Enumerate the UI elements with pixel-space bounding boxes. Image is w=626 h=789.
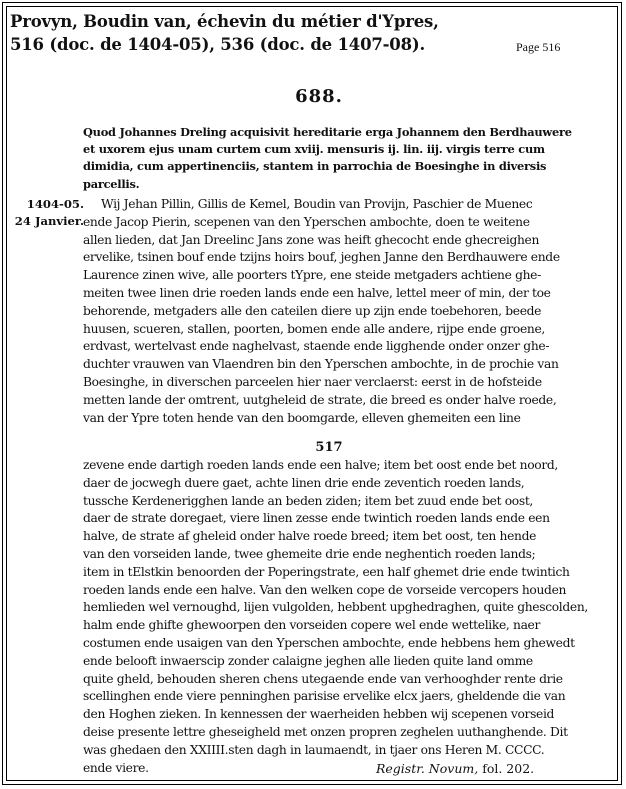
body-line: Laurence zinen wive, alle poorters tYpre, ene steide metgaders achtiene ghe- (83, 268, 541, 283)
reference-folio: fol. 202. (482, 761, 535, 776)
body-line: costumen ende usaigen van den Yperschen ambochte, ende hebbens hem ghewedt (83, 635, 575, 650)
body-line: meiten twee linen drie roeden lands ende een halve, lettel meer of min, der toe (83, 285, 551, 300)
body-line: daer de jocwegh duere gaet, achte linen drie ende zeventich roeden lands, (83, 475, 525, 490)
body-line: erdvast, wertelvast ende naghelvast, staende ende ligghende onder onzer ghe- (83, 339, 550, 354)
body-line: roeden lands ende een halve. Van den welken cope de vorseide vercopers houden (83, 582, 567, 597)
body-line: van den vorseiden lande, twee ghemeite drie ende neghentich roeden lands; (83, 546, 536, 561)
body-line: item in tElstkin benoorden der Poperingstrate, een half ghemet drie ende twintich (83, 564, 570, 579)
index-entry-line-1: Provyn, Boudin van, échevin du métier d'Ypres, (10, 12, 439, 31)
body-line: Boesinghe, in diverschen parceelen hier naer verclaerst: eerst in de hofsteide (83, 374, 542, 389)
source-reference (376, 761, 534, 776)
body-line: ende belooft inwaerscip zonder calaigne jeghen alle lieden quite land omme (83, 653, 533, 668)
body-line: deise presente lettre gheseigheld met onzen propren zeghelen uuthanghende. Dit (83, 724, 568, 739)
body-line: Wij Jehan Pillin, Gillis de Kemel, Boudin van Provijn, Paschier de Muenec (101, 197, 533, 211)
body-line: metten lande der omtrent, uutgheleid de strate, die breed es onder halve roede, (83, 392, 557, 407)
body-line: halm ende ghifte ghewoorpen den vorseiden copere wel ende wettelike, naer (83, 618, 541, 633)
document-number: 688. (295, 86, 343, 107)
body-line: allen lieden, dat Jan Dreelinc Jans zone was heift ghecocht ende ghecreighen (83, 232, 540, 247)
document-body-page-516 (83, 196, 605, 427)
body-line: halve, de strate af gheleid onder halve roede breed; item bet oost, ten hende (83, 529, 537, 544)
body-line: ende viere. (83, 760, 149, 775)
body-line: quite gheld, behouden sheren chens utegaende ende van verhooghder rente drie (83, 671, 563, 686)
body-line: huusen, scueren, stallen, poorten, bomen ende alle andere, rijpe ende groene, (83, 321, 545, 336)
date-year: 1404-05. (26, 197, 84, 211)
summary-line: Quod Johannes Dreling acquisivit hereditarie erga Johannem den Berdhauwere (83, 125, 572, 139)
reference-title: Registr. Novum, (376, 761, 479, 776)
body-line: hemlieden wel vernoughd, lijen vulgolden, hebbent upghedraghen, quite ghescolden, (83, 600, 588, 615)
body-line: scellinghen ende viere penninghen parisise ervelike elcx jaers, gheldende die van (83, 689, 566, 704)
date-day: 24 Janvier. (14, 214, 84, 229)
summary-line: et uxorem ejus unam curtem cum xviij. mensuris ij. lin. iij. virgis terre cum (83, 142, 545, 157)
document-summary (83, 124, 605, 193)
body-line: daer de strate doregaet, viere linen zesse ende twintich roeden lands ende een (83, 511, 550, 526)
body-line: behorende, metgaders alle den cateilen diere up zijn ende toebehoren, beede (83, 303, 542, 318)
index-entry-line-2: 516 (doc. de 1404-05), 536 (doc. de 1407-08). (10, 35, 426, 54)
body-line: ende Jacop Pierin, scepenen van den Yperschen ambochte, doen te weitene (83, 214, 530, 229)
page-number-marker: 517 (315, 440, 343, 455)
document-body-page-517 (83, 457, 605, 777)
body-line: was ghedaen den XXIIII.sten dagh in laumaendt, in tjaer ons Heren M. CCCC. (83, 742, 545, 757)
body-line: zevene ende dartigh roeden lands ende een halve; item bet oost ende bet noord, (83, 458, 558, 472)
body-line: den Hoghen zieken. In kennessen der waerheiden hebben wij scepenen vorseid (83, 707, 555, 722)
page-label: Page 516 (516, 40, 561, 54)
body-line: ervelike, tsinen bouf ende tzijns hoirs bouf, jeghen Janne den Berdhauwere ende (83, 250, 560, 265)
body-line: duchter vrauwen van Vlaendren bin den Yperschen ambochte, in de prochie van (83, 357, 559, 372)
body-line: tussche Kerdenerigghen lande an beden ziden; item bet zuud ende bet oost, (83, 493, 533, 508)
summary-line: dimidia, cum appertinenciis, stantem in parrochia de Boesinghe in diversis (83, 159, 547, 174)
body-line: van der Ypre toten hende van den boomgarde, elleven ghemeiten een line (83, 410, 521, 425)
date-margin-note (14, 196, 84, 230)
summary-line: parcellis. (83, 176, 140, 191)
